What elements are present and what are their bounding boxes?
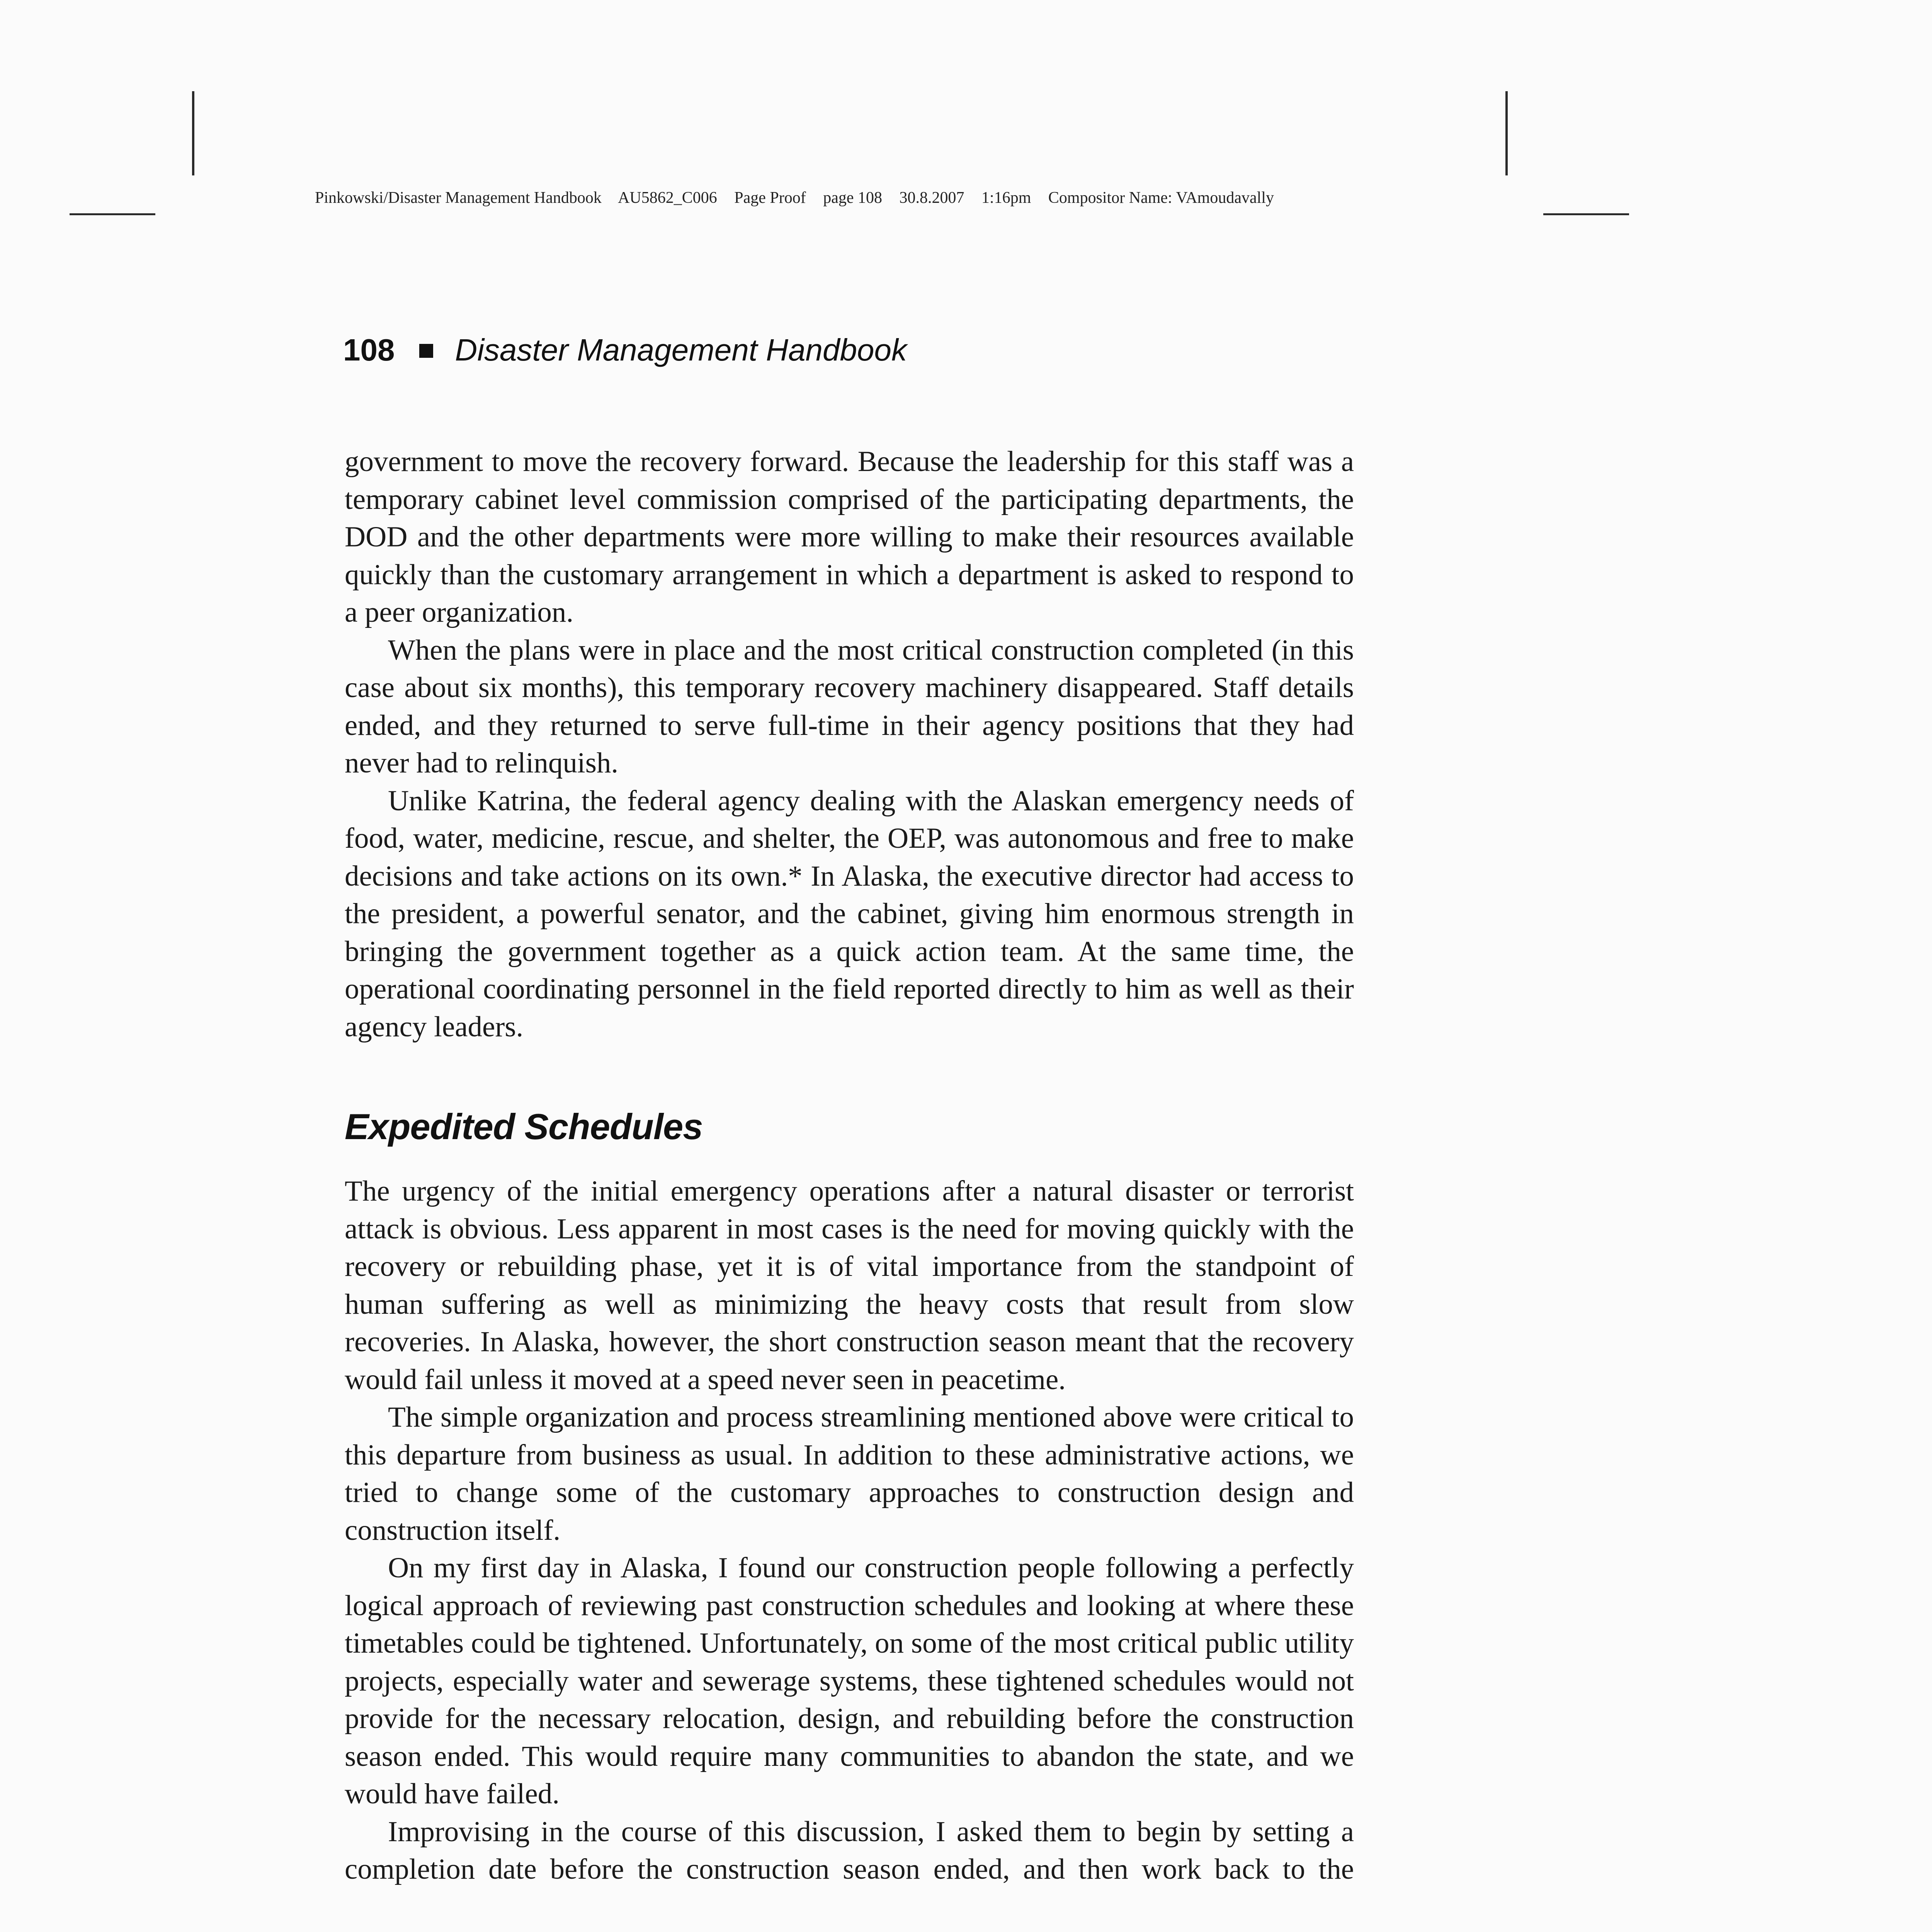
paragraph: government to move the recovery forward. Because the leadership for this staff was a temporary cabinet level commission comprised of the participating departments, the DOD and the other departments were more willing to make their resources available quickly than the customary arrangement in which a department is asked to respond to a peer organization.	[345, 446, 1354, 628]
paragraph: When the plans were in place and the most critical construction completed (in this case about six months), this temporary recovery machinery disappeared. Staff details ended, and they returned to serve full-time in their agency positions that they had never had to relinquish.	[345, 634, 1354, 779]
crop-mark-top-left-horizontal	[70, 213, 155, 215]
crop-mark-top-right-vertical	[1505, 91, 1508, 175]
crop-mark-top-right-horizontal	[1543, 213, 1629, 215]
paragraph: The urgency of the initial emergency operations after a natural disaster or terrorist attack is obvious. Less apparent in most cases is the need for moving quickly with the recovery or rebuilding phase, yet it is of vital importance from the standpoint of human suffering as well as minimizing the heavy costs that result from slow recoveries. In Alaska, however, the short construction season meant that the recovery would fail unless it moved at a speed never seen in peacetime.	[345, 1175, 1354, 1396]
body-text-top	[345, 443, 1354, 1046]
paragraph: Unlike Katrina, the federal agency dealing with the Alaskan emergency needs of food, water, medicine, rescue, and shelter, the OEP, was autonomous and free to make decisions and take actions on its own.* In Alaska, the executive director had access to the president, a powerful senator, and the cabinet, giving him enormous strength in bringing the government together as a quick action team. At the same time, the operational coordinating personnel in the field reported directly to him as well as their agency leaders.	[345, 784, 1354, 1043]
crop-mark-top-left-vertical	[192, 91, 194, 175]
paragraph: On my first day in Alaska, I found our construction people following a perfectly logical approach of reviewing past construction schedules and looking at where these timetables could be tightened. Unfortunately, on some of the most critical public utility projects, especially water and sewerage systems, these tightened schedules would not provide for the necessary relocation, design, and rebuilding before the construction season ended. This would require many communities to abandon the state, and we would have failed.	[345, 1552, 1354, 1810]
paragraph: The simple organization and process streamlining mentioned above were critical to this departure from business as usual. In addition to these administrative actions, we tried to change some of the customary approaches to construction design and construction itself.	[345, 1401, 1354, 1546]
paragraph: Improvising in the course of this discussion, I asked them to begin by setting a completion date before the construction season ended, and then work back to the	[345, 1815, 1354, 1885]
square-bullet-icon	[419, 344, 433, 358]
slug-page: page 108	[823, 189, 883, 207]
book-title: Disaster Management Handbook	[455, 333, 907, 367]
slug-code: AU5862_C006	[618, 189, 717, 207]
page-number: 108	[343, 333, 395, 367]
slug-compositor: Compositor Name: VAmoudavally	[1048, 189, 1274, 207]
section-heading: Expedited Schedules	[345, 1106, 703, 1147]
slug-proof: Page Proof	[734, 189, 806, 207]
proof-slug-line	[315, 189, 1783, 207]
body-text-section	[345, 1172, 1354, 1888]
slug-time: 1:16pm	[981, 189, 1031, 207]
running-head	[343, 332, 907, 368]
slug-date: 30.8.2007	[899, 189, 964, 207]
slug-file: Pinkowski/Disaster Management Handbook	[315, 189, 602, 207]
